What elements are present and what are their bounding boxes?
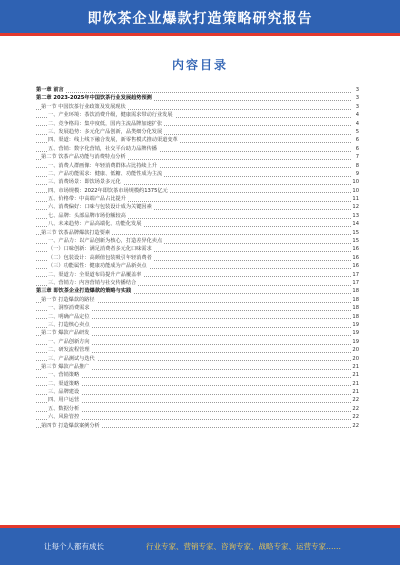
toc-entry-page: 21 <box>352 389 359 396</box>
toc-entry-label: 三、营销力：内容营销与社交传播结合 <box>48 279 137 286</box>
toc-entry-page: 3 <box>355 103 359 110</box>
toc-entry-label: 三、品牌建设 <box>48 389 80 396</box>
toc-entry[interactable] <box>36 178 359 186</box>
toc-entry[interactable] <box>36 128 359 136</box>
toc-entry-page: 21 <box>352 363 359 370</box>
toc-entry-label: 四、渠道：线上线下融合发展，新零售模式推动渠道变革 <box>48 137 178 144</box>
toc-entry[interactable] <box>36 346 359 354</box>
toc-entry-page: 22 <box>352 405 359 412</box>
toc-entry-label: 二、渠道策略 <box>48 380 80 387</box>
toc-entry-page: 17 <box>352 271 359 278</box>
toc-title: 内容目录 <box>171 58 228 72</box>
toc-entry-label: 第三节 爆款产品推广 <box>41 363 90 370</box>
toc-leader-dots <box>36 402 351 403</box>
toc-entry-page: 19 <box>352 321 359 328</box>
toc-entry-label: 二、产品功能需求：健康、低糖、功能性成为主流 <box>48 170 163 177</box>
toc-entry-page: 15 <box>352 238 359 245</box>
toc-entry-page: 16 <box>352 254 359 261</box>
toc-entry-page: 3 <box>355 87 359 93</box>
toc-entry[interactable] <box>36 279 359 287</box>
toc-leader-dots <box>36 411 351 412</box>
toc-entry-label: 第一节 中国饮茶行业政策及发展现状 <box>41 103 126 110</box>
toc-entry-page: 10 <box>352 187 359 194</box>
toc-entry[interactable] <box>36 371 359 379</box>
toc-entry[interactable] <box>36 329 359 337</box>
toc-leader-dots <box>36 419 351 420</box>
toc-entry[interactable] <box>36 220 359 228</box>
toc-entry[interactable] <box>36 304 359 312</box>
toc-entry[interactable] <box>36 405 359 413</box>
toc-entry[interactable] <box>36 153 359 161</box>
toc-entry-label: 四、用户运营 <box>48 397 80 404</box>
toc-entry-label: 第二节 饮茶产品功能与消费特点分析 <box>41 154 126 161</box>
toc-entry[interactable] <box>36 296 359 304</box>
toc-entry-page: 11 <box>352 196 359 203</box>
toc-entry[interactable] <box>36 388 359 396</box>
toc-entry-label: 一、消费人群画像：年轻消费群体占比持续上升 <box>48 162 157 169</box>
toc-entry-page: 18 <box>352 313 359 320</box>
toc-entry-page: 18 <box>352 288 359 295</box>
toc-leader-dots <box>36 385 351 386</box>
table-of-contents <box>36 86 359 494</box>
header-accent-line <box>0 33 400 36</box>
toc-entry-label: （二）包装设计：高颜值包装吸引年轻消费者 <box>48 254 152 261</box>
toc-entry-page: 21 <box>352 380 359 387</box>
toc-entry-page: 7 <box>355 154 359 161</box>
toc-entry-page: 19 <box>352 330 359 337</box>
toc-entry[interactable] <box>36 422 359 430</box>
toc-entry[interactable] <box>36 212 359 220</box>
toc-entry-page: 5 <box>355 128 359 135</box>
toc-entry-page: 21 <box>352 372 359 379</box>
toc-entry[interactable] <box>36 396 359 404</box>
toc-entry-page: 16 <box>352 246 359 253</box>
toc-entry-page: 4 <box>355 120 359 127</box>
toc-entry-page: 14 <box>352 221 359 228</box>
toc-entry[interactable] <box>36 254 359 262</box>
toc-entry-page: 3 <box>355 95 359 102</box>
toc-entry-label: 第二章 2023-2025年中国饮茶行业发展趋势预测 <box>36 95 152 102</box>
toc-entry-label: 五、营销：数字化营销，社交平台助力品牌传播 <box>48 145 157 152</box>
toc-entry-label: 三、打造核心卖点 <box>48 321 90 328</box>
toc-entry[interactable] <box>36 94 359 102</box>
toc-entry-label: 二、渠道力：全渠道布局提升产品覆盖率 <box>48 271 142 278</box>
toc-entry[interactable] <box>36 313 359 321</box>
toc-entry-label: 六、消费偏好：口味与包装设计成为关键因素 <box>48 204 152 211</box>
toc-entry-page: 18 <box>352 305 359 312</box>
toc-entry-page: 9 <box>355 170 359 177</box>
toc-entry[interactable] <box>36 103 359 111</box>
toc-entry-label: 一、营销策略 <box>48 372 80 379</box>
toc-entry-label: 七、品牌：头部品牌市场份额较高 <box>48 212 126 219</box>
footer-accent-line <box>0 525 400 528</box>
toc-entry-label: 八、未来趋势：产品高端化、功能化发展 <box>48 221 142 228</box>
toc-entry-page: 22 <box>352 414 359 421</box>
toc-entry-label: 第三节 饮茶品牌爆款打造要素 <box>41 229 111 236</box>
report-header-bar <box>0 0 400 33</box>
toc-entry-label: 第一章 前言 <box>36 87 64 93</box>
toc-entry[interactable] <box>36 136 359 144</box>
toc-entry-page: 19 <box>352 338 359 345</box>
toc-entry-label: 五、数据分析 <box>48 405 80 412</box>
toc-entry[interactable] <box>36 86 359 94</box>
toc-entry-page: 20 <box>352 355 359 362</box>
toc-entry-label: （三）功能属性：健康功能成为产品新卖点 <box>48 263 147 270</box>
toc-entry-page: 22 <box>352 397 359 404</box>
toc-entry-page: 15 <box>352 229 359 236</box>
toc-entry-page: 8 <box>355 162 359 169</box>
toc-entry[interactable] <box>36 237 359 245</box>
toc-entry[interactable] <box>36 229 359 237</box>
toc-entry[interactable] <box>36 413 359 421</box>
toc-entry-page: 20 <box>352 347 359 354</box>
toc-entry-page: 6 <box>355 137 359 144</box>
toc-entry-page: 4 <box>355 112 359 119</box>
report-title: 即饮茶企业爆款打造策略研究报告 <box>87 11 313 27</box>
toc-entry-page: 10 <box>352 179 359 186</box>
toc-entry[interactable] <box>36 287 359 295</box>
toc-entry-label: 一、产业环境：茶饮消费升级，健康需求带动行业发展 <box>48 112 173 119</box>
toc-entry-label: 二、竞争格局：集中度低，国内主流品牌加速扩张 <box>48 120 163 127</box>
toc-entry[interactable] <box>36 262 359 270</box>
toc-entry[interactable] <box>36 321 359 329</box>
page-footer <box>0 525 400 565</box>
toc-entry[interactable] <box>36 170 359 178</box>
toc-leader-dots <box>36 377 351 378</box>
toc-entry-label: 一、产品力：以产品创新为核心，打造差异化卖点 <box>48 238 163 245</box>
toc-entry[interactable] <box>36 195 359 203</box>
toc-entry[interactable] <box>36 363 359 371</box>
toc-entry-label: 三、产品测试与迭代 <box>48 355 95 362</box>
toc-entry-label: 四、市场规模：2022年即饮茶市场规模约1375亿元 <box>48 187 168 194</box>
toc-entry[interactable] <box>36 120 359 128</box>
toc-entry[interactable] <box>36 380 359 388</box>
footer-experts: 行业专家、营销专家、咨询专家、战略专家、运营专家…… <box>146 542 341 551</box>
toc-leader-dots <box>36 92 351 93</box>
toc-entry-page: 22 <box>352 422 359 429</box>
toc-entry-label: 第一节 打造爆款的路径 <box>41 296 95 303</box>
toc-entry-label: 第二节 爆款产品研发 <box>41 330 90 337</box>
toc-entry[interactable] <box>36 145 359 153</box>
toc-entry-label: 第四节 打造爆款案例分析 <box>41 422 100 429</box>
toc-entry-label: 五、价格带：中高端产品占比提升 <box>48 196 126 203</box>
toc-entry-label: 三、消费场景：即饮场景多元化 <box>48 179 121 186</box>
toc-entry-label: 六、风险管控 <box>48 414 80 421</box>
toc-entry[interactable] <box>36 187 359 195</box>
toc-entry-label: 一、洞察消费需求 <box>48 305 90 312</box>
toc-entry-page: 13 <box>352 212 359 219</box>
toc-entry-label: （一）口味创新：满足消费者多元化口味需求 <box>48 246 152 253</box>
toc-entry[interactable] <box>36 355 359 363</box>
toc-entry-label: 第三章 即饮茶企业打造爆款的策略与实践 <box>36 288 132 295</box>
toc-entry-page: 6 <box>355 145 359 152</box>
toc-entry-label: 三、发展趋势：多元化产品创新，品类细分化发展 <box>48 128 163 135</box>
toc-entry-page: 18 <box>352 296 359 303</box>
toc-entry[interactable] <box>36 111 359 119</box>
toc-leader-dots <box>36 394 351 395</box>
toc-entry-label: 一、产品创新方向 <box>48 338 90 345</box>
toc-entry[interactable] <box>36 271 359 279</box>
toc-entry[interactable] <box>36 338 359 346</box>
toc-entry[interactable] <box>36 203 359 211</box>
toc-entry-page: 12 <box>352 204 359 211</box>
toc-entry-page: 17 <box>352 279 359 286</box>
toc-entry[interactable] <box>36 245 359 253</box>
footer-slogan: 让每个人都有成长 <box>44 542 104 551</box>
toc-entry[interactable] <box>36 162 359 170</box>
toc-entry-label: 二、研发流程管理 <box>48 347 90 354</box>
toc-entry-page: 16 <box>352 263 359 270</box>
toc-entry-label: 二、明确产品定位 <box>48 313 90 320</box>
